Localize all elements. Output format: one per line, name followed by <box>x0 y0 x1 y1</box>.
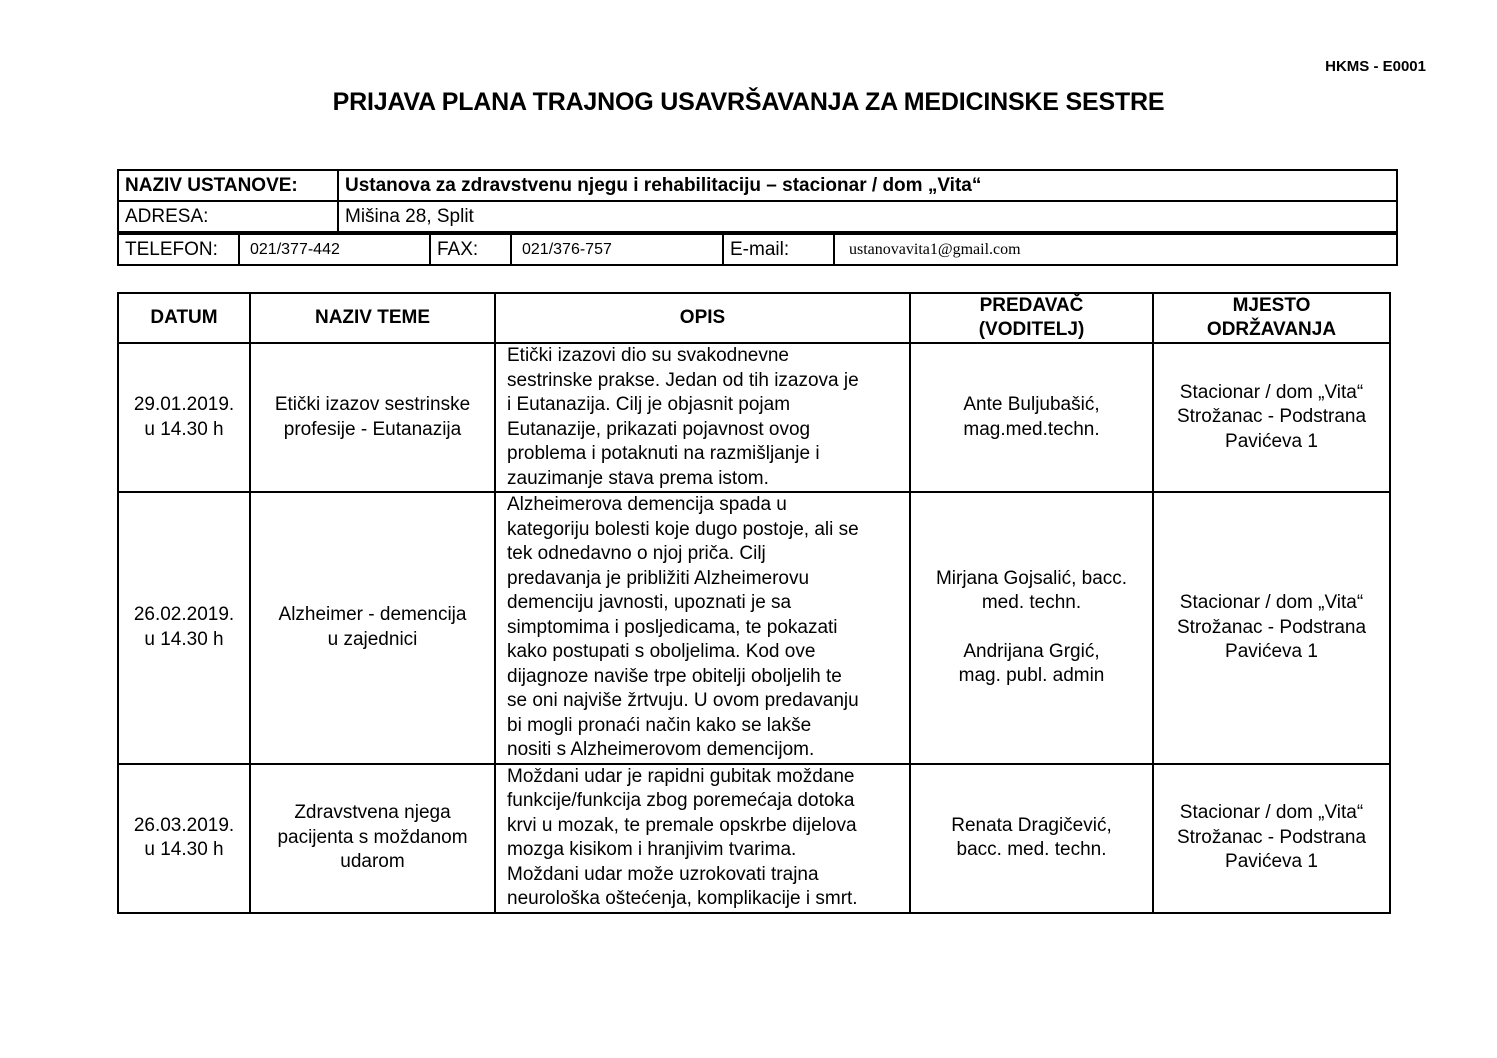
lecturer-line: mag.med.techn. <box>963 418 1100 440</box>
description-line: simptomima i posljedicama, te pokazati <box>507 616 838 638</box>
place-line: Stacionar / dom „Vita“ <box>1179 802 1364 824</box>
description-line: Moždani udar je rapidni gubitak moždane <box>507 765 855 787</box>
description-line: Etički izazovi dio su svakodnevne <box>507 345 789 366</box>
topic-line: pacijenta s moždanom <box>277 826 468 848</box>
header-date: DATUM <box>118 293 250 343</box>
lecturer-line: bacc. med. techn. <box>956 839 1107 860</box>
header-lecturer-line-2: (VODITELJ) <box>978 319 1085 340</box>
header-place <box>1153 293 1390 343</box>
time: u 14.30 h <box>144 628 224 650</box>
place-line: Pavićeva 1 <box>1225 851 1318 873</box>
table-row <box>118 492 1390 764</box>
contact-row <box>118 234 1397 265</box>
program-header-row <box>118 293 1390 343</box>
address-value: Mišina 28, Split <box>338 201 1397 232</box>
institution-table <box>117 169 1398 233</box>
description-line: neurološka oštećenja, komplikacije i smrt. <box>507 888 858 909</box>
place-cell <box>1153 492 1390 764</box>
address-row <box>118 201 1397 232</box>
description-cell <box>495 492 910 764</box>
description-line: Eutanazije, prikazati pojavnost ovog <box>507 418 811 440</box>
description-line: predavanja je približiti Alzheimerovu <box>507 567 810 589</box>
lecturer-spacer <box>911 616 1152 640</box>
lecturer-line: Andrijana Grgić, <box>963 640 1100 662</box>
description-line: se oni najviše žrtvuju. U ovom predavanju <box>507 690 859 711</box>
date: 29.01.2019. <box>133 394 235 415</box>
description-line: Alzheimerova demencija spada u <box>507 494 787 515</box>
description-line: kako postupati s oboljelima. Kod ove <box>507 641 816 662</box>
date-cell <box>118 492 250 764</box>
lecturer-line: Renata Dragičević, <box>951 814 1112 836</box>
description-line: dijagnoze naviše trpe obitelji oboljelih te <box>507 665 842 687</box>
email-label: E-mail: <box>723 234 834 265</box>
date: 26.02.2019. <box>133 604 235 626</box>
lecturer-cell <box>910 343 1153 492</box>
date-cell <box>118 343 250 492</box>
topic-line: Etički izazov sestrinske <box>274 394 471 415</box>
topic-cell <box>250 343 495 492</box>
topic-cell <box>250 764 495 913</box>
header-lecturer <box>910 293 1153 343</box>
description-line: tek odnedavno o njoj priča. Cilj <box>507 543 766 564</box>
lecturer-line: mag. publ. admin <box>958 665 1105 687</box>
institution-name-label: NAZIV USTANOVE: <box>118 170 338 201</box>
description-line: i Eutanazija. Cilj je objasnit pojam <box>507 394 791 415</box>
topic-line: Alzheimer - demencija <box>278 604 467 626</box>
description-line: zauzimanje stava prema istom. <box>507 467 769 489</box>
fax-value: 021/376-757 <box>511 234 723 265</box>
lecturer-line: med. techn. <box>981 592 1082 614</box>
header-place-line-1: MJESTO <box>1232 295 1311 316</box>
time: u 14.30 h <box>144 839 224 860</box>
lecturer-line: Ante Buljubašić, <box>963 394 1100 415</box>
date: 26.03.2019. <box>133 814 235 836</box>
institution-name-value: Ustanova za zdravstvenu njegu i rehabilitaciju – stacionar / dom „Vita“ <box>338 170 1397 201</box>
description-line: sestrinske prakse. Jedan od tih izazova je <box>507 369 859 391</box>
place-line: Strožanac - Podstrana <box>1176 406 1367 428</box>
topic-line: u zajednici <box>327 628 418 650</box>
contact-table <box>117 233 1398 266</box>
place-cell <box>1153 343 1390 492</box>
form-code: HKMS - E0001 <box>1325 58 1426 75</box>
place-line: Stacionar / dom „Vita“ <box>1179 592 1364 613</box>
header-topic: NAZIV TEME <box>250 293 495 343</box>
topic-line: profesije - Eutanazija <box>283 418 462 440</box>
description-cell <box>495 764 910 913</box>
place-cell <box>1153 764 1390 913</box>
description-line: nositi s Alzheimerovom demencijom. <box>507 739 815 760</box>
header-description: OPIS <box>495 293 910 343</box>
address-label: ADRESA: <box>118 201 338 232</box>
topic-cell <box>250 492 495 764</box>
program-table <box>117 292 1391 914</box>
description-cell <box>495 343 910 492</box>
lecturer-line: Mirjana Gojsalić, bacc. <box>935 567 1128 589</box>
table-row <box>118 764 1390 913</box>
header-place-line-2: ODRŽAVANJA <box>1206 319 1337 340</box>
time: u 14.30 h <box>144 418 224 440</box>
description-line: demenciju javnosti, upoznati je sa <box>507 592 792 613</box>
description-line: mozga kisikom i hranjivim tvarima. <box>507 839 797 860</box>
table-row <box>118 343 1390 492</box>
description-line: problema i potaknuti na razmišljanje i <box>507 443 820 464</box>
phone-value: 021/377-442 <box>239 234 430 265</box>
date-cell <box>118 764 250 913</box>
place-line: Strožanac - Podstrana <box>1176 616 1367 638</box>
place-line: Pavićeva 1 <box>1225 641 1318 662</box>
description-line: funkcije/funkcija zbog poremećaja dotoka <box>507 790 855 811</box>
institution-name-row <box>118 170 1397 201</box>
fax-label: FAX: <box>430 234 511 265</box>
email-value: ustanovavita1@gmail.com <box>834 234 1397 265</box>
place-line: Strožanac - Podstrana <box>1176 826 1367 848</box>
lecturer-cell <box>910 492 1153 764</box>
description-line: krvi u mozak, te premale opskrbe dijelova <box>507 814 857 836</box>
topic-line: Zdravstvena njega <box>294 802 451 824</box>
header-lecturer-line-1: PREDAVAČ <box>979 295 1084 316</box>
lecturer-cell <box>910 764 1153 913</box>
page-title: PRIJAVA PLANA TRAJNOG USAVRŠAVANJA ZA MEDICINSKE SESTRE <box>332 88 1165 116</box>
description-line: kategoriju bolesti koje dugo postoje, ali se <box>507 518 859 540</box>
place-line: Pavićeva 1 <box>1225 430 1318 452</box>
phone-label: TELEFON: <box>118 234 239 265</box>
place-line: Stacionar / dom „Vita“ <box>1179 381 1364 403</box>
description-line: bi mogli pronaći način kako se lakše <box>507 714 812 736</box>
description-line: Moždani udar može uzrokovati trajna <box>507 863 819 885</box>
topic-line: udarom <box>340 851 405 873</box>
